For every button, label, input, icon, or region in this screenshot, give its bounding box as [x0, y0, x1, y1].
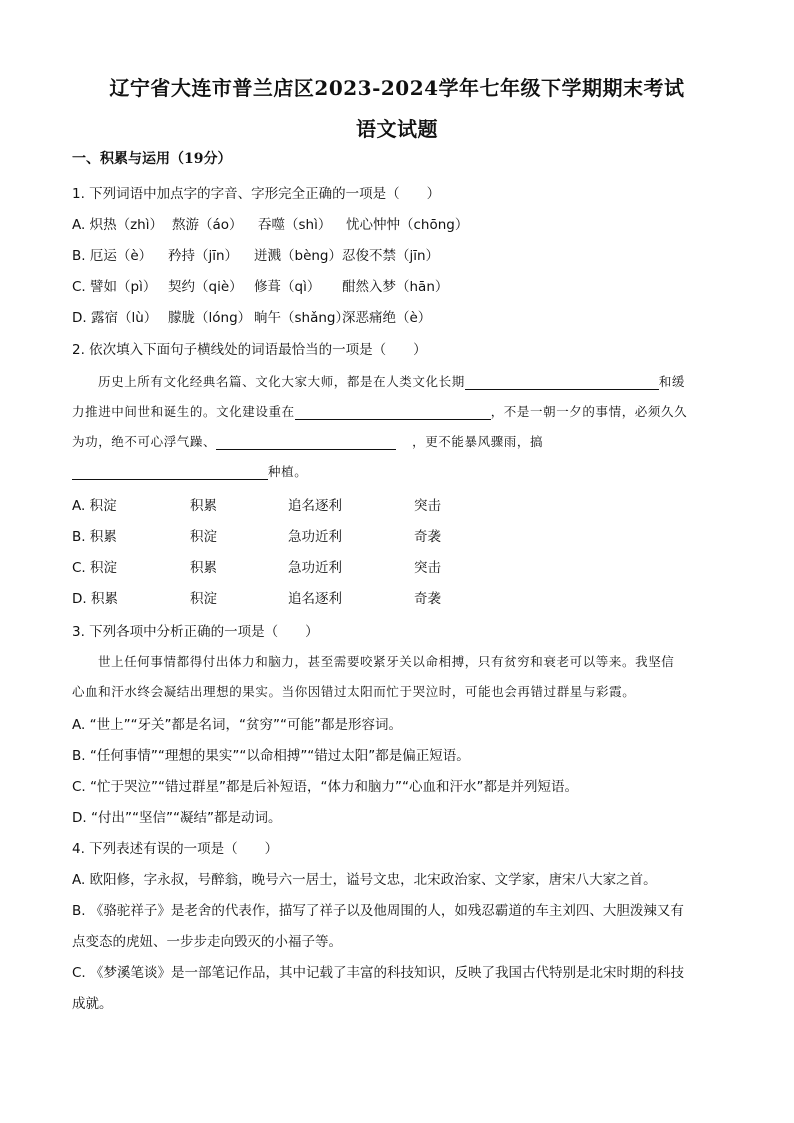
q2-passage-line-3	[72, 432, 720, 450]
option-item: C. 譬如（pì）	[72, 279, 157, 295]
q4-option-a: A. 欧阳修，字永叔，号醉翁，晚号六一居士，谥号文忠，北宋政治家、文学家，唐宋八大家之首。	[72, 872, 657, 888]
option-item: 积累	[190, 498, 217, 514]
exam-title: 辽宁省大连市普兰店区2023-2024学年七年级下学期期末考试	[109, 76, 685, 100]
option-item: 契约（qiè）	[168, 279, 243, 295]
q3-option-d: D. “付出”“坚信”“凝结”都是动词。	[72, 810, 282, 826]
option-item: A. 炽热（zhì）	[72, 217, 163, 233]
option-item: 忍俊不禁（jīn）	[342, 248, 440, 264]
q3-option-c: C. “忙于哭泣”“错过群星”都是后补短语，“体力和脑力”“心血和汗水”都是并列短语。	[72, 779, 578, 795]
q3-passage-line-2: 心血和汗水终会凝结出理想的果实。当你因错过太阳而忙于哭泣时，可能也会再错过群星与彩霞。	[72, 684, 636, 699]
option-item: 突击	[414, 560, 441, 576]
q2-passage-line-1	[72, 372, 720, 390]
option-item: 积淀	[190, 529, 217, 545]
q4-option-b-line-1: B. 《骆驼祥子》是老舍的代表作，描写了祥子以及他周围的人，如残忍霸道的车主刘四、大胆泼辣又有	[72, 903, 684, 919]
option-item: B. 积累	[72, 529, 117, 545]
q3-option-b: B. “任何事情”“理想的果实”“以命相搏”“错过太阳”都是偏正短语。	[72, 748, 470, 764]
q1-stem: 1. 下列词语中加点字的字音、字形完全正确的一项是（ ）	[72, 186, 441, 202]
option-item: 奇袭	[414, 529, 441, 545]
option-item: 深恶痛绝（è）	[342, 310, 432, 326]
option-item: 积淀	[190, 591, 217, 607]
option-item: 积累	[190, 560, 217, 576]
option-item: 奇袭	[414, 591, 441, 607]
q2-passage-line-2	[72, 402, 720, 420]
option-item: D. 露宿（lù）	[72, 310, 158, 326]
q3-option-a: A. “世上”“牙关”都是名词，“贫穷”“可能”都是形容词。	[72, 717, 403, 733]
q3-stem: 3. 下列各项中分析正确的一项是（ ）	[72, 624, 319, 640]
fill-blank	[465, 375, 659, 390]
option-item: 追名逐利	[288, 591, 342, 607]
option-item: 吞噬（shì）	[258, 217, 332, 233]
passage-text: 力推进中间世和诞生的。文化建设重在	[72, 404, 295, 419]
option-item: A. 积淀	[72, 498, 117, 514]
option-item: 熬游（áo）	[172, 217, 243, 233]
passage-text: ，更不能暴风骤雨，搞	[412, 434, 544, 449]
q3-passage-line-1: 世上任何事情都得付出体力和脑力，甚至需要咬紧牙关以命相搏，只有贫穷和衰老可以等来。我坚信	[98, 654, 675, 669]
option-item: 突击	[414, 498, 441, 514]
fill-blank	[216, 435, 396, 450]
option-item: 急功近利	[288, 529, 342, 545]
passage-text: 种植。	[268, 464, 308, 479]
q4-option-c-line-2: 成就。	[72, 996, 113, 1012]
option-item: 忧心忡忡（chōng）	[346, 217, 469, 233]
passage-text: 和缓	[658, 374, 686, 389]
option-item: 晌午（shǎng）	[254, 310, 349, 326]
option-item: 迸溅（bèng）	[254, 248, 343, 264]
option-item: D. 积累	[72, 591, 118, 607]
option-item: 追名逐利	[288, 498, 342, 514]
passage-text: 历史上所有文化经典名篇、文化大家大师，都是在人类文化长期	[98, 374, 465, 389]
fill-blank	[72, 465, 268, 480]
option-item: B. 厄运（è）	[72, 248, 153, 264]
q2-passage-line-4	[72, 462, 720, 480]
option-item: 朦胧（lóng）	[168, 310, 252, 326]
q4-option-c-line-1: C. 《梦溪笔谈》是一部笔记作品，其中记载了丰富的科技知识，反映了我国古代特别是北宋时期的科技	[72, 965, 685, 981]
option-item: 修葺（qì）	[254, 279, 321, 295]
option-item: 矜持（jīn）	[168, 248, 239, 264]
q4-option-b-line-2: 点变态的虎妞、一步步走向毁灭的小福子等。	[72, 934, 342, 950]
passage-text: 为功，绝不可心浮气躁、	[72, 434, 217, 449]
fill-blank	[295, 405, 491, 420]
option-item: 急功近利	[288, 560, 342, 576]
option-item: 酣然入梦（hān）	[342, 279, 449, 295]
exam-subtitle: 语文试题	[356, 117, 438, 141]
q2-stem: 2. 依次填入下面句子横线处的词语最恰当的一项是（ ）	[72, 342, 427, 358]
passage-text: ，不是一朝一夕的事情，必须久久	[490, 404, 688, 419]
section-heading: 一、积累与运用（19分）	[72, 151, 232, 167]
q4-stem: 4. 下列表述有误的一项是（ ）	[72, 841, 279, 857]
option-item: C. 积淀	[72, 560, 118, 576]
